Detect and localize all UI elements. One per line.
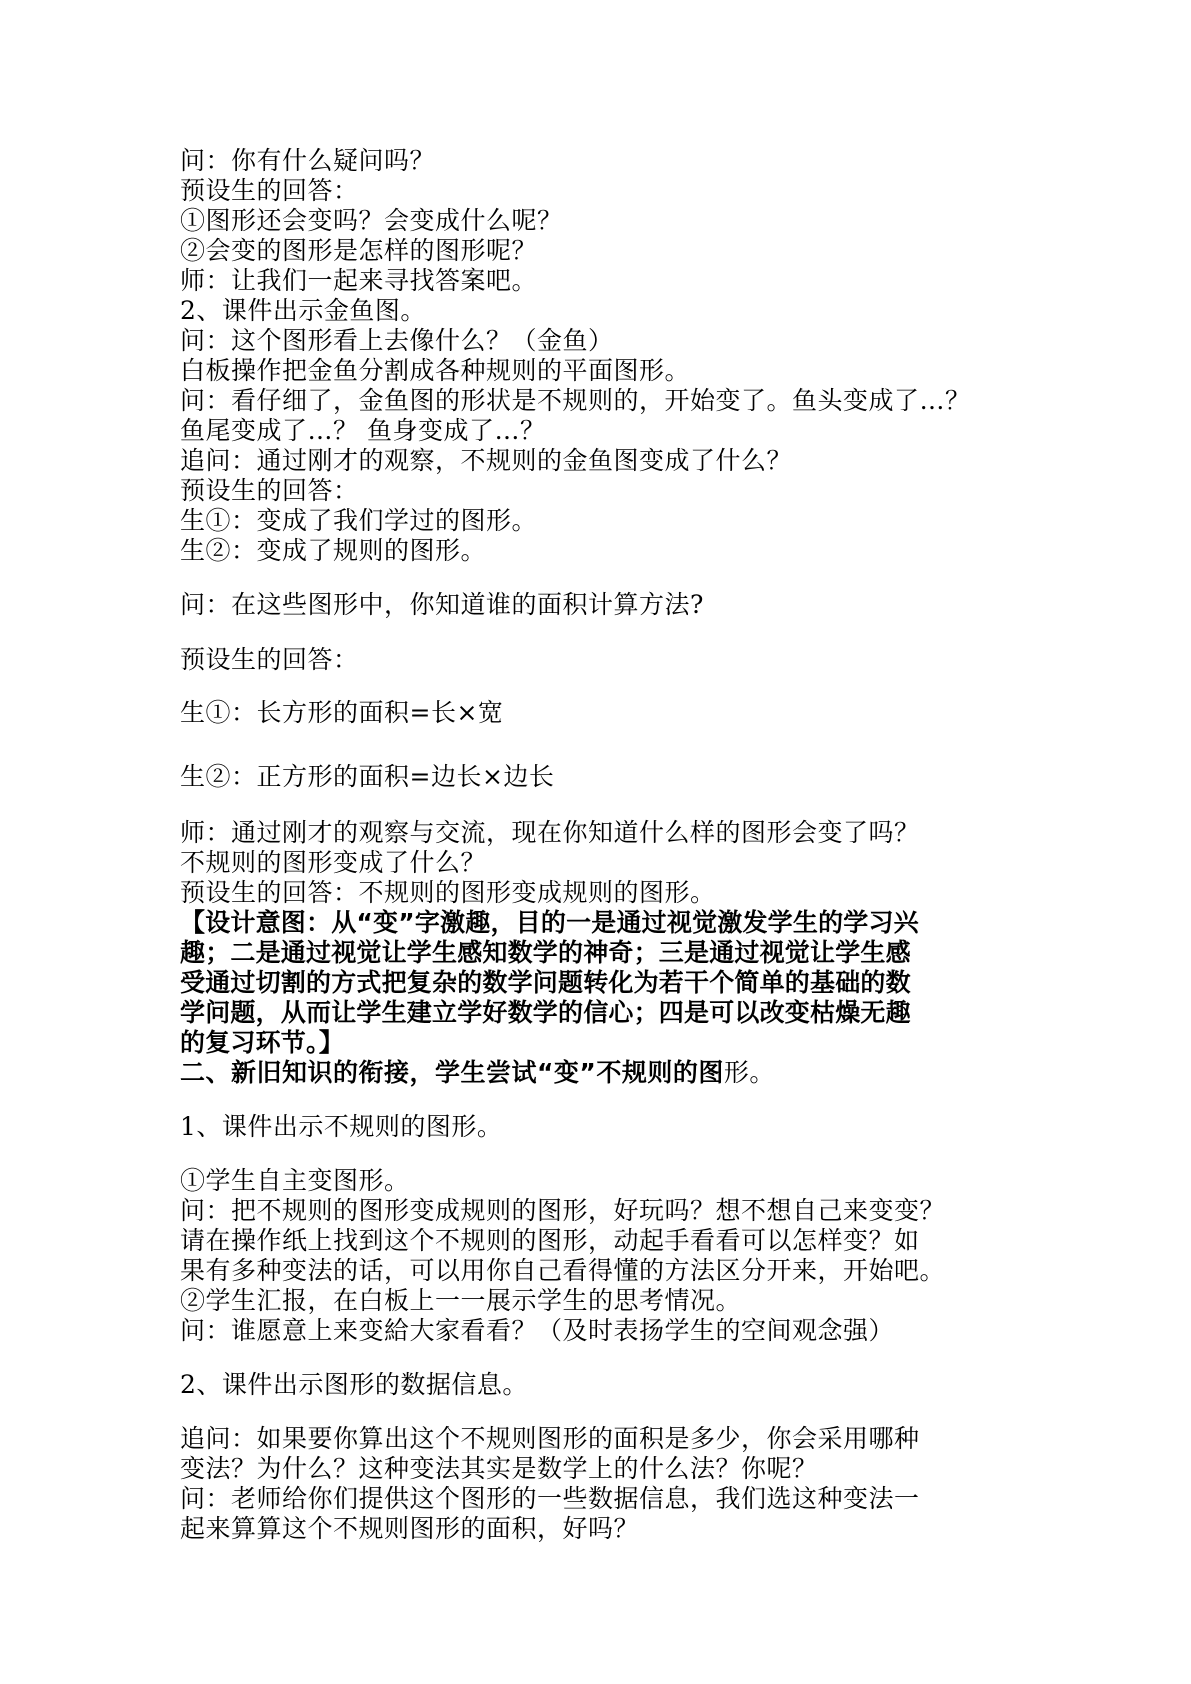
text-line: ①学生自主变图形。: [180, 1166, 410, 1195]
text-line: 预设生的回答：: [180, 176, 359, 205]
text-line: 预设生的回答：: [180, 476, 359, 505]
text-line: 追问：通过刚才的观察，不规则的金鱼图变成了什么？: [180, 446, 793, 475]
text-line: 预设生的回答：不规则的图形变成规则的图形。: [180, 878, 716, 907]
text-line: 问：看仔细了，金鱼图的形状是不规则的，开始变了。鱼头变成了…？: [180, 386, 971, 415]
text-line: 问：这个图形看上去像什么？（金鱼）: [180, 326, 614, 355]
text-line: 果有多种变法的话，可以用你自己看得懂的方法区分开来，开始吧。: [180, 1256, 946, 1285]
design-intent-line: 学问题，从而让学生建立学好数学的信心；四是可以改变枯燥无趣: [180, 998, 911, 1027]
design-intent-line: 的复习环节。】: [180, 1028, 344, 1057]
text-line: 师：让我们一起来寻找答案吧。: [180, 266, 538, 295]
text-line: 鱼尾变成了…？ 鱼身变成了…？: [180, 416, 546, 445]
text-line: 起来算算这个不规则图形的面积，好吗？: [180, 1514, 640, 1543]
text-line: 问：谁愿意上来变給大家看看？（及时表扬学生的空间观念强）: [180, 1316, 895, 1345]
text-line: 预设生的回答：: [180, 645, 359, 674]
text-line: 师：通过刚才的观察与交流，现在你知道什么样的图形会变了吗？: [180, 818, 920, 847]
text-line: 2、课件出示金鱼图。: [180, 296, 426, 325]
section-heading-bold: 二、新旧知识的衔接，学生尝试“变”不规则的图: [180, 1058, 724, 1087]
text-line: 2、课件出示图形的数据信息。: [180, 1370, 528, 1399]
text-line: 生②：变成了规则的图形。: [180, 536, 487, 565]
section-heading: [180, 1058, 775, 1088]
design-intent-line: 趣；二是通过视觉让学生感知数学的神奇；三是通过视觉让学生感: [180, 938, 911, 967]
text-line: 问：在这些图形中，你知道谁的面积计算方法?: [180, 590, 704, 619]
text-line: 白板操作把金鱼分割成各种规则的平面图形。: [180, 356, 691, 385]
section-heading-tail: 形。: [723, 1058, 775, 1087]
design-intent-line: 【设计意图：从“变”字激趣，目的一是通过视觉激发学生的学习兴: [180, 908, 919, 937]
text-line: 追问：如果要你算出这个不规则图形的面积是多少，你会采用哪种: [180, 1424, 920, 1453]
text-line: 生②：正方形的面积=边长×边长: [180, 762, 555, 791]
text-line: 生①：长方形的面积=长×宽: [180, 698, 504, 727]
text-line: 不规则的图形变成了什么？: [180, 848, 487, 877]
text-line: ②会变的图形是怎样的图形呢？: [180, 236, 538, 265]
text-line: 生①：变成了我们学过的图形。: [180, 506, 538, 535]
design-intent-line: 受通过切割的方式把复杂的数学问题转化为若干个简单的基础的数: [180, 968, 911, 997]
text-line: 问：你有什么疑问吗？: [180, 146, 436, 175]
text-line: 请在操作纸上找到这个不规则的图形，动起手看看可以怎样变？如: [180, 1226, 920, 1255]
text-line: 1、课件出示不规则的图形。: [180, 1112, 503, 1141]
text-line: 问：老师给你们提供这个图形的一些数据信息，我们选这种变法一: [180, 1484, 920, 1513]
text-line: ①图形还会变吗？会变成什么呢？: [180, 206, 563, 235]
text-line: 变法？为什么？这种变法其实是数学上的什么法？你呢？: [180, 1454, 818, 1483]
text-line: ②学生汇报，在白板上一一展示学生的思考情况。: [180, 1286, 742, 1315]
text-line: 问：把不规则的图形变成规则的图形，好玩吗？想不想自己来变变？: [180, 1196, 946, 1225]
